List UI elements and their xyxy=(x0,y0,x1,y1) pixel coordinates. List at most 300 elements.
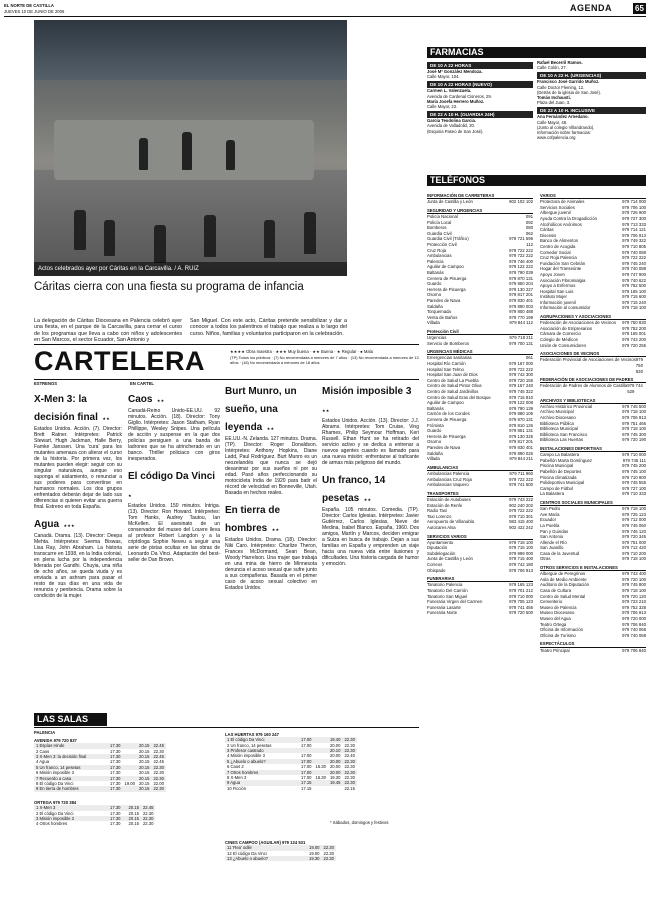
showtime: 22.30 xyxy=(323,845,334,851)
film-item xyxy=(128,389,220,462)
phone-entry-label: Bomberos xyxy=(427,225,447,231)
phone-number: 979 715 100 xyxy=(509,545,533,551)
phone-number: 979 715 600 xyxy=(622,294,646,300)
showtime: 19.00 xyxy=(309,845,320,851)
phone-number: 979 844 211 xyxy=(509,456,533,462)
showtime: 17.30 xyxy=(110,748,121,754)
phone-number: 979 710 301 xyxy=(509,513,533,519)
phone-number: 979 710 200 xyxy=(622,550,646,556)
phone-number: 092 xyxy=(525,219,533,225)
showtime: 19.40 xyxy=(329,737,341,743)
phone-entry-label: Albergue juvenil xyxy=(540,210,571,216)
phone-number: 979 165 100 xyxy=(622,288,646,294)
pharmacy-address: Calle Colón, 27. xyxy=(537,65,567,71)
phone-section-header: AGRUPACIONES Y ASOCIACIONES xyxy=(540,314,646,320)
cinema-campoo xyxy=(225,840,419,861)
phone-entry-label: Torquemada xyxy=(427,309,451,315)
phone-entry-label: San Juanillo xyxy=(540,545,564,551)
phone-entry-label: Policía Local xyxy=(427,219,452,225)
phone-number: 979 750 830 xyxy=(622,320,646,326)
phone-number: 979 706 840 xyxy=(622,621,646,627)
showtime: 22.30 xyxy=(153,770,164,776)
showtime: 20.15 xyxy=(138,770,150,776)
film-stars: ★★ xyxy=(266,426,275,431)
phone-number: 979 750 830 xyxy=(635,357,643,374)
showtime: 19.30 xyxy=(329,775,341,781)
showtime: 22.45 xyxy=(153,743,164,749)
screen-film: 3 X-Men 3: la decisión final xyxy=(36,754,87,760)
phone-number: 979 706 913 xyxy=(622,415,646,421)
showtime: 20.15 xyxy=(128,805,139,811)
film-column-2 xyxy=(128,389,220,563)
showtime: 16.30 xyxy=(315,764,326,770)
phone-number: 979 722 222 xyxy=(509,476,533,482)
phone-entry-label: Centro de Salud La Puebla xyxy=(427,377,479,383)
phone-entry-label: Biblioteca San Francisco xyxy=(540,431,588,437)
phone-entry-label: Campo de Fútbol xyxy=(540,485,573,491)
pharmacy-name: Tomás Inchausti. xyxy=(537,95,571,101)
pharmacy-address: Información sobre farmacias: xyxy=(537,130,591,136)
phone-number: 979 752 500 xyxy=(622,283,646,289)
phone-number: 979 727 100 xyxy=(622,485,646,491)
phone-entry-label: Tanatorio San Miguel xyxy=(427,593,468,599)
phone-number: 979 720 255 xyxy=(622,342,646,348)
showtime xyxy=(328,786,342,791)
pharmacy-name: Rafael Becerril Ramos. xyxy=(537,60,583,65)
phone-entry-label: Ambulancias xyxy=(427,253,452,259)
phone-entry-label: Estación de Renfe xyxy=(427,502,463,508)
phone-number: 979 745 500 xyxy=(622,403,646,409)
showtime: 20.15 xyxy=(128,816,139,822)
screen-film: 6 Caos 2 xyxy=(227,764,244,770)
phone-section-header: AMBULANCIAS xyxy=(427,465,533,471)
showtime: 20.10 xyxy=(329,748,341,754)
phone-entry-label: Albergue de Peregrinos xyxy=(540,571,586,577)
phone-section-header: VARIOS xyxy=(540,193,646,199)
pharmacy-shift-header: DE 10 A 22 H. (URGENCIAS) xyxy=(537,72,646,79)
pharmacy-shift-header: DE 22 A 10 H. INCLUSIVE xyxy=(537,107,646,114)
cartelera-divider xyxy=(34,379,419,380)
phone-entry-label: Diputación xyxy=(427,545,448,551)
phone-number: 979 743 400 xyxy=(622,571,646,577)
pharmacy-address: Calle Mayor, 104. xyxy=(427,74,460,80)
phone-entry-label: Ecuador xyxy=(540,517,557,523)
screen-film: 4 Otros hombres xyxy=(36,821,68,827)
phone-entry-label: Biblioteca Las Huertas xyxy=(540,437,583,443)
phone-entry xyxy=(540,357,646,374)
phone-number: 902 240 202 xyxy=(509,502,533,508)
film-stars: ★★ xyxy=(363,497,372,502)
phone-number: 979 744 529 xyxy=(627,383,643,395)
showtime: 17.15 xyxy=(301,785,312,791)
phone-number: 979 167 000 xyxy=(509,361,533,367)
phone-number: 979 745 100 xyxy=(622,468,646,474)
phone-entry-label: Pabellón Marta Domínguez xyxy=(540,457,593,463)
phone-number: 979 165 001 xyxy=(622,331,646,337)
phone-entry-label: Información juvenil xyxy=(540,299,576,305)
pharmacy-address: (Detrás de la iglesia de San José). xyxy=(537,89,602,95)
phone-entry-label: Centro de Salud Mental xyxy=(540,593,586,599)
showtime: 17.00 xyxy=(301,753,312,759)
showtime: 20.00 xyxy=(329,742,341,748)
phone-entry-label: Auditorio de la Diputación xyxy=(540,582,589,588)
telefonos-title: TELÉFONOS xyxy=(427,175,646,186)
screen-film: 3 Misión imposible 3 xyxy=(36,816,74,822)
film-synopsis: España. 105 minutos. Comedia. (TP). Director: Carlos Iglesias. Intérpretes: Javier Gutiérrez, Carlos Iglesias, Nieve de Medina, Isabel Blanco. España, 1960. Dos amigos, Martín y Marcos, deciden emigrar a Suiza en busca de trabajo. Dejan a sus familias en España y emprenden un viaje hacia una nueva vida entre ilusiones y dificultades. Una historia cargada de humor y emoción. xyxy=(322,507,419,567)
showtime: 22.30 xyxy=(344,737,355,743)
age-legend: (TP) Todos los públicos · (7) No recomendada a menores de 7 años · (13) No recomendada a menores de 13 años · (18) No recomendada a menores de 18 años xyxy=(230,355,419,365)
pharmacy-address: Avenida de Valladolid, 20. xyxy=(427,123,476,129)
phone-number: 979 890 003 xyxy=(509,303,533,309)
film-item xyxy=(225,381,317,496)
phone-entry-label: Biblioteca Municipal xyxy=(540,426,578,432)
phone-entry xyxy=(540,383,646,394)
showtime xyxy=(313,786,327,791)
phone-number: 979 130 227 xyxy=(509,286,533,292)
showtime: 19.30 xyxy=(309,856,320,862)
pharmacy-name: Ana Fernández Arnedano. xyxy=(537,114,589,120)
film-column-4 xyxy=(322,381,419,567)
cinema-name: CINES CAMPOO (AGUILAR) xyxy=(225,840,281,845)
phone-entry-label: Aeropuerto de Villanubla xyxy=(427,519,474,525)
phone-section-header: FUNERARIAS xyxy=(427,576,533,582)
film-synopsis: EE.UU.-N. Zelanda. 127 minutos. Drama. (TP). Director: Roger Donaldson. Intérpretes: Anthony Hopkins, Diane Ladd, Paul Rodríguez. Burt Munro es un neozelandés que nunca se dejó desanimar por sus sueños ni por su edad. Pasó años perfeccionando su motocicleta India de 1920 para batir el récord de velocidad en Bonneville, Utah. Basada en hechos reales. xyxy=(225,436,317,496)
screen-film: 8 X-Men 3 xyxy=(227,775,247,781)
phone-entry-label: Saldaña xyxy=(427,303,443,309)
screen-film: 4 Misión imposible 3 xyxy=(227,753,265,759)
showtime: 20.15 xyxy=(138,764,150,770)
pharmacy-address: (Esquina Paseo de San José). xyxy=(427,128,484,134)
pharmacy-address: Plaza del Juan, 3. xyxy=(537,100,571,106)
screen-film: 7 Otros hombres xyxy=(227,769,259,775)
showtime: 17.30 xyxy=(110,781,121,787)
showtime: 22.45 xyxy=(142,805,154,811)
phone-number: 979 720 500 xyxy=(509,610,533,616)
phone-entry-label: Paredes de Nava xyxy=(427,297,461,303)
phone-number: 979 718 100 xyxy=(622,305,646,311)
showtime-row xyxy=(34,786,166,791)
film-title: Misión imposible 3 xyxy=(322,386,412,397)
telefonos-right xyxy=(540,190,646,898)
phone-entry-label: Cementerio xyxy=(540,599,563,605)
phone-entry-label: San Antonio xyxy=(540,534,564,540)
screen-film: 13 ¿Abuelo o abuelo? xyxy=(227,856,268,862)
phone-entry-label: Ambulancias Palencia xyxy=(427,470,470,476)
cinema-las-huertas xyxy=(225,732,419,791)
phone-entry-label: Cervera de Pisuerga xyxy=(427,275,467,281)
phone-number: 979 830 401 xyxy=(509,297,533,303)
phone-number: 902 102 102 xyxy=(509,199,533,205)
phone-entry-label: Allende el Río xyxy=(540,539,567,545)
phone-entry-label: Federación de Asociaciones de Vecinos xyxy=(540,320,616,326)
phone-entry xyxy=(540,633,646,639)
phone-entry-label: Oficina de Turismo xyxy=(540,632,576,638)
screen-film: 1 Espías Hinde xyxy=(36,743,65,749)
phone-number: 979 718 100 xyxy=(622,588,646,594)
showtime: 20.15 xyxy=(138,748,150,754)
showtime: 22.30 xyxy=(344,748,355,754)
phone-number: 979 741 456 xyxy=(509,604,533,610)
screen-film: 1 X-Men 3 xyxy=(36,805,56,811)
phone-entry-label: La Puebla xyxy=(540,522,560,528)
phone-number: 979 790 139 xyxy=(509,405,533,411)
phone-entry-label: Centro de Salud Pintor Oliva xyxy=(427,383,482,389)
phone-entry-label: Casa de la Juventud xyxy=(540,550,580,556)
showtime: 22.30 xyxy=(323,856,334,862)
phone-number: 979 713 333 xyxy=(622,221,646,227)
phone-entry-label: Unión de Consumidores xyxy=(540,342,587,348)
screen-film: 1 El código Da Vinci xyxy=(227,737,265,743)
phone-section-header: Protección Civil xyxy=(427,329,533,335)
showtime: 22.30 xyxy=(153,764,164,770)
phone-entry-label: Federación Provincial de Asociaciones de Vecinos xyxy=(540,357,636,363)
phone-number: 979 720 100 xyxy=(622,576,646,582)
phone-entry-label: Servicios Sociales xyxy=(540,204,575,210)
film-item xyxy=(322,470,419,567)
phone-entry-label: Herrera de Pisuerga xyxy=(427,433,466,439)
phone-number: 979 745 060 xyxy=(622,522,646,528)
screen-film: 2 El código Da Vinci xyxy=(36,810,74,816)
phone-entry-label: Asociación Fibromialgia xyxy=(540,277,586,283)
cartelera-title: CARTELERA xyxy=(34,346,205,376)
phone-number: 979 751 466 xyxy=(622,420,646,426)
pharmacy-name: Carmen L. Valenzuela. xyxy=(427,88,472,94)
salas-title: LAS SALAS xyxy=(34,713,107,726)
phone-entry-label: Hospital San Juan de Dios xyxy=(427,372,478,378)
phone-number: 979 741 500 xyxy=(509,482,533,488)
phone-number: 979 723 210 xyxy=(622,599,646,605)
phone-entry-label: Centro de Salud Eras del Bosque xyxy=(427,394,491,400)
showtime: 20.00 xyxy=(329,753,341,759)
phone-entry-label: Baltanás xyxy=(427,405,444,411)
cartelera-rule xyxy=(34,344,419,345)
showtime: 17.30 xyxy=(110,775,121,781)
phone-number: 979 706 913 xyxy=(622,610,646,616)
phone-entry xyxy=(427,568,533,574)
salas-rule xyxy=(34,727,419,728)
phone-entry-label: Piscina climatizada xyxy=(540,474,577,480)
phone-number: 979 726 900 xyxy=(622,210,646,216)
phone-number: 979 746 400 xyxy=(509,258,533,264)
phone-number: 979 740 622 xyxy=(622,277,646,283)
phone-number: 979 710 000 xyxy=(622,452,646,458)
cinema-phone: 979 124 531 xyxy=(282,840,306,845)
phone-number: 979 711 960 xyxy=(509,470,533,476)
phone-number: 091 xyxy=(525,214,533,219)
film-title: Burt Munro, un sueño, una leyenda xyxy=(225,386,297,433)
page-number: 65 xyxy=(633,3,646,14)
phone-number: 979 715 240 xyxy=(622,299,646,305)
showtime: 16.30 xyxy=(315,775,326,781)
phone-number: 979 745 111 xyxy=(622,457,646,463)
film-stars: ★ xyxy=(128,493,132,498)
phone-number: 979 725 123 xyxy=(622,511,646,517)
phone-section-header: INFORMACIÓN DE CARRETERAS xyxy=(427,193,533,199)
phone-entry-label: Saldaña xyxy=(427,450,443,456)
phone-entry-label: Funeraria Lasarte xyxy=(427,604,461,610)
salas-city: PALENCIA xyxy=(34,730,56,735)
phone-number: 979 742 180 xyxy=(509,562,533,568)
phone-number: 979 880 105 xyxy=(509,411,533,417)
phone-number: 979 718 211 xyxy=(509,335,533,341)
phone-entry-label: Instituto Mujer xyxy=(540,294,567,300)
salas-footnote: * Sábados, domingos y festivos xyxy=(330,820,389,825)
phone-entry-label: Ambulancias Cruz Roja xyxy=(427,476,472,482)
phone-number: 979 710 900 xyxy=(622,474,646,480)
phone-entry-label: Diocesis xyxy=(540,232,557,238)
phone-entry-label: Policía Nacional xyxy=(427,214,458,219)
phone-entry xyxy=(427,482,533,488)
phone-entry-label: Otras xyxy=(540,556,551,562)
phone-number: 979 122 222 xyxy=(509,264,533,270)
phone-entry-label: Autocares Alsa xyxy=(427,524,456,530)
phone-number: 979 720 190 xyxy=(622,437,646,443)
film-synopsis: Canadá. Drama. (13). Director: Deepa Mehta. Intérpretes: Seema Biswas, Lisa Ray, John Abraham. La historia transcurre en 1938, en la India colonial, en plena lucha por la independencia liderada por Gandhi. Chuyia, una niña de ocho años, se queda viuda y es enviada a un ashram para pasar el resto de sus días en una vida de renuncia y penitencia. Drama sobre la condición de la mujer. xyxy=(34,533,122,599)
phone-section-header: URGENCIAS MÉDICAS xyxy=(427,349,533,355)
phone-entry xyxy=(427,320,533,326)
phone-number: 979 710 000 xyxy=(509,593,533,599)
phone-number: 979 742 300 xyxy=(509,372,533,378)
cinema-phone: 979 720 837 xyxy=(53,738,77,743)
phone-number: 979 745 322 xyxy=(509,389,533,395)
phone-number: 979 745 240 xyxy=(622,260,646,266)
cinema-name: ORTEGA xyxy=(34,800,52,805)
showtime: 17.00 xyxy=(301,737,312,743)
film-item xyxy=(225,500,317,591)
phone-number: 979 718 100 xyxy=(509,539,533,545)
showtime: 19.45 xyxy=(329,780,341,786)
phone-entry-label: Cervera de Pisuerga xyxy=(427,417,467,422)
film-stars: ★★ xyxy=(322,408,330,413)
showtime: 17.30 xyxy=(110,810,121,816)
phone-number: 979 751 000 xyxy=(622,539,646,545)
phone-entry-label: Teatro Ortega xyxy=(540,621,567,627)
screen-film: 6 Misión imposible 3 xyxy=(36,770,74,776)
phone-number: 979 999 000 xyxy=(509,550,533,556)
showtimes-table xyxy=(225,737,357,791)
showtime: 17.00 xyxy=(301,769,312,775)
phone-entry-label: Comedor Social xyxy=(540,249,571,255)
phone-number: 979 749 322 xyxy=(622,238,646,244)
rating-legend: ★★★★ Obra maestra · ★★★ Muy buena · ★★ Buena · ★ Regular · ● Mala xyxy=(230,349,373,354)
estrenos-label: ESTRENOS xyxy=(34,381,58,386)
showtime: 22.30 xyxy=(344,780,355,786)
caption-text: Actos celebrados ayer por Cáritas en la Carcavilla. xyxy=(38,266,173,272)
phone-number: 979 710 333 xyxy=(622,491,646,497)
showtime: 17.00 xyxy=(301,742,312,748)
showtime: 22.30 xyxy=(344,769,355,775)
farmacias-right xyxy=(537,60,646,140)
showtime: 20.15 xyxy=(128,821,139,827)
telefonos-left xyxy=(427,190,533,898)
phone-entry-label: Herrera de Pisuerga xyxy=(427,286,466,292)
phone-number: 979 706 913 xyxy=(509,567,533,573)
issue-date: JUEVES 10 DE JUNIO DE 2006 xyxy=(4,9,65,14)
film-column-3 xyxy=(225,381,317,591)
phone-number: 979 722 222 xyxy=(509,247,533,253)
phone-number: 979 745 555 xyxy=(622,480,646,486)
phone-number: 979 122 008 xyxy=(509,400,533,406)
phone-number: 979 740 068 xyxy=(622,627,646,633)
phone-entry-label: Piscina Municipal xyxy=(540,463,574,469)
phone-number: 979 167 240 xyxy=(509,383,533,389)
showtime: 17.30 xyxy=(110,759,121,765)
phone-entry-label: Estación de Autobuses xyxy=(427,496,471,502)
film-stars: ★★ xyxy=(271,527,280,532)
pharmacy-address: Calle Mayor, 23. xyxy=(427,104,458,110)
phone-number: 979 706 840 xyxy=(622,647,646,653)
phone-number: 080 xyxy=(525,225,533,231)
showtime: 17.30 xyxy=(110,805,121,811)
phone-number: 902 422 242 xyxy=(509,524,533,530)
screen-film: 3 Profesor castrado xyxy=(227,748,264,754)
pharmacy-address: Calle Mayor, 48. xyxy=(537,119,568,125)
film-title: En tierra de hombres xyxy=(225,505,281,534)
phone-entry-label: Asociación de Empresarios xyxy=(540,325,593,331)
phone-entry-label: Venta de Baños xyxy=(427,314,458,320)
showtime: 20.15 xyxy=(138,754,150,760)
phone-number: 979 130 325 xyxy=(509,433,533,439)
showtime: 22.30 xyxy=(344,742,355,748)
phone-entry-label: Palencia xyxy=(427,258,444,264)
phone-number: 979 701 212 xyxy=(509,588,533,594)
showtime: 20.15 xyxy=(138,781,150,787)
pharmacy-shift-header: DE 22 A 10 H. (GUARDIA 24H) xyxy=(427,111,533,118)
phone-entry-label: Guardia Civil xyxy=(427,230,452,236)
screen-film: 2 Caos xyxy=(36,748,50,754)
phone-number: 979 745 300 xyxy=(622,431,646,437)
story-column-2: San Miguel. Con este acto, Cáritas pretende sensibilizar y dar a conocer a todos los palentinos el trabajo que realiza a lo largo del curso. Niños, familias y voluntarios participaron en la celebración. xyxy=(190,318,347,337)
phone-entry-label: Oficina de Información xyxy=(540,627,583,633)
phone-number: 979 830 401 xyxy=(509,444,533,450)
showtime: 20.15 xyxy=(138,759,150,765)
phone-entry-label: Osorno xyxy=(427,439,442,445)
story-column-1: La delegación de Cáritas Diocesana en Palencia celebró ayer una fiesta, en el parque de la Carcavilla, para cerrar el curso de los programas que lleva a cabo con niños y adolescentes en San Marcos, el sector Ecuador, San Antonio y xyxy=(34,318,182,344)
showtime: 17.30 xyxy=(110,770,121,776)
screen-film: 11 'Rea' odile xyxy=(227,845,252,851)
showtime: 17.15 xyxy=(301,780,312,786)
phone-entry-label: Ave María xyxy=(540,511,560,517)
showtime: 17.30 xyxy=(110,816,121,822)
phone-entry-label: Protección Civil xyxy=(427,241,457,247)
phone-entry-label: Funeraria Virgen del Carmen xyxy=(427,599,483,605)
phone-entry-label: Guardo xyxy=(427,281,442,287)
phone-entry xyxy=(427,341,533,347)
showtime: 17.30 xyxy=(110,743,121,749)
film-synopsis: Estados Unidos. 150 minutos. Intriga. (13). Director: Ron Howard. Intérpretes: Tom Hanks, Audrey Tautou, Ian McKellen. El asesinato de un conservador del museo del Louvre lleva al profesor Robert Langdon y a la criptóloga Sophie Neveu a seguir una serie de pistas ocultas en las obras de Leonardo Da Vinci. Adaptación del best-seller de Dan Brown. xyxy=(128,503,220,563)
phone-entry-label: Museo del Agua xyxy=(540,616,571,622)
phone-number: 979 706 100 xyxy=(622,204,646,210)
phone-entry-label: Ambulancias Vaquero xyxy=(427,482,469,488)
showtime-row xyxy=(225,786,357,791)
phone-number: 979 710 805 xyxy=(622,243,646,249)
film-stars: ★★ xyxy=(102,416,110,421)
section-label: AGENDA xyxy=(570,3,613,13)
showtime: 20.15 xyxy=(138,743,150,749)
showtimes-table xyxy=(34,743,166,792)
film-title: X-Men 3: la decisión final xyxy=(34,394,98,423)
phone-section-header: TRANSPORTES xyxy=(427,491,533,497)
pharmacy-shift-header: DE 10 A 22 HORAS xyxy=(427,62,533,69)
film-title: Un franco, 14 pesetas xyxy=(322,475,386,504)
en-cartel-label: EN CARTEL xyxy=(130,381,154,386)
film-synopsis: Estados Unidos. Drama. (18). Director: Niki Caro. Intérpretes: Charlize Theron, Frances McDormand, Sean Bean, Woody Harrelson. Una mujer que trabaja en una mina de hierro de Minnesota denuncia el acoso sexual que sufre junto a sus compañeras. Basada en el primer caso de acoso sexual colectivo en Estados Unidos. xyxy=(225,537,317,591)
phone-entry-label: Baltanás xyxy=(427,269,444,275)
showtime: 17.30 xyxy=(110,786,121,792)
phone-entry-label: Hospital San Telmo xyxy=(427,366,464,372)
phone-entry-label: Subdelegación xyxy=(427,550,456,556)
phone-number: 979 844 112 xyxy=(509,320,533,326)
